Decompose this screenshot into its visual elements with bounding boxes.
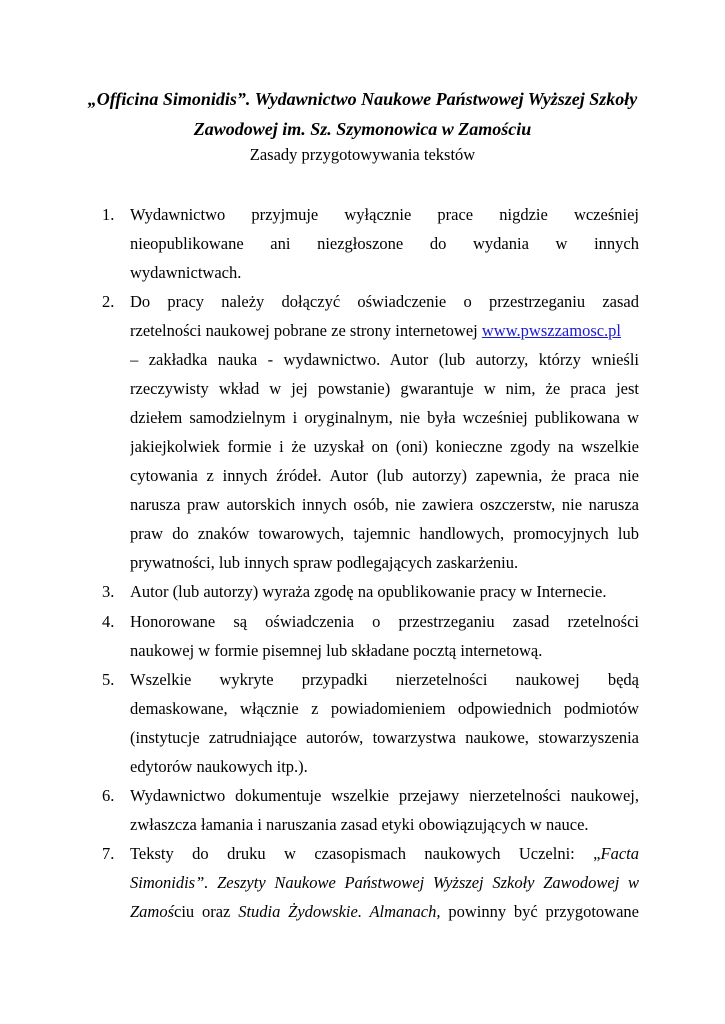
rule-line — [130, 900, 639, 924]
journal-title-text: Facta — [600, 844, 639, 863]
rule-number: 6. — [102, 786, 115, 805]
rule-line: Simonidis”. Zeszyty Naukowe Państwowej Wyższej Szkoły Zawodowej w — [130, 873, 639, 892]
rule-line: demaskowane, włącznie z powiadomieniem odpowiednich podmiotów — [130, 699, 639, 718]
rule-line-text: rzetelności naukowej pobrane ze strony internetowej — [130, 321, 478, 340]
rule-line: jakiejkolwiek formie i że uzyskał on (oni) konieczne zgody na wszelkie — [130, 437, 639, 456]
rule-number: 7. — [102, 844, 115, 863]
rule-number: 1. — [102, 205, 115, 224]
rule-number: 2. — [102, 292, 115, 311]
rule-line: (instytucje zatrudniające autorów, towarzystwa naukowe, stowarzyszenia — [130, 728, 639, 747]
rule-line: edytorów naukowych itp.). — [130, 757, 308, 776]
rule-line: Do pracy należy dołączyć oświadczenie o przestrzeganiu zasad — [130, 292, 639, 311]
rule-line — [130, 319, 639, 343]
rule-line-text: Teksty do druku w czasopismach naukowych Uczelni: „ — [130, 844, 601, 863]
rule-line: Wszelkie wykryte przypadki nierzetelności naukowej będą — [130, 670, 639, 689]
rule-line: rzeczywisty wkład w jej powstanie) gwarantuje w nim, że praca jest — [130, 379, 639, 398]
rule-line: zwłaszcza łamania i naruszania zasad etyki obowiązujących w nauce. — [130, 815, 589, 834]
rule-number: 5. — [102, 670, 115, 689]
rule-line: – zakładka nauka - wydawnictwo. Autor (lub autorzy, którzy wnieśli — [130, 350, 639, 369]
rule-line: nieopublikowane ani niezgłoszone do wydania w innych — [130, 234, 639, 253]
rule-line: wydawnictwach. — [130, 263, 242, 282]
rule-line: Honorowane są oświadczenia o przestrzeganiu zasad rzetelności — [130, 612, 639, 631]
rule-line: naukowej w formie pisemnej lub składane pocztą internetową. — [130, 641, 543, 660]
document-subtitle: Zasady przygotowywania tekstów — [249, 145, 476, 164]
document-title-line-1: „Officina Simonidis”. Wydawnictwo Naukowe Państwowej Wyższej Szkoły — [87, 89, 638, 109]
rule-line: dziełem samodzielnym i oryginalnym, nie była wcześniej publikowana w — [130, 408, 639, 427]
journal-title-text: Studia Żydowskie. Almanach, — [238, 902, 441, 921]
rule-line-text: powinny być przygotowane — [440, 902, 639, 921]
rule-number: 3. — [102, 582, 115, 601]
rule-line: Autor (lub autorzy) wyraża zgodę na opublikowanie pracy w Internecie. — [130, 582, 607, 601]
rule-line: narusza praw autorskich innych osób, nie zawiera oszczerstw, nie narusza — [130, 495, 639, 514]
rule-line: cytowania z innych źródeł. Autor (lub autorzy) zapewnia, że praca nie — [130, 466, 639, 485]
rule-line: Wydawnictwo przyjmuje wyłącznie prace nigdzie wcześniej — [130, 205, 639, 224]
journal-title-text: Zamoś — [130, 902, 175, 921]
rule-number: 4. — [102, 612, 115, 631]
rule-line: Wydawnictwo dokumentuje wszelkie przejawy nierzetelności naukowej, — [130, 786, 639, 805]
rule-line: praw do znaków towarowych, tajemnic handlowych, promocyjnych lub — [130, 524, 639, 543]
document-title-line-2: Zawodowej im. Sz. Szymonowica w Zamościu — [193, 119, 532, 139]
rule-line — [130, 842, 639, 866]
website-link[interactable]: www.pwszzamosc.pl — [481, 321, 622, 340]
rule-line-text: ciu oraz — [174, 902, 239, 921]
rule-line: prywatności, lub innych spraw podlegających zaskarżeniu. — [130, 553, 519, 572]
